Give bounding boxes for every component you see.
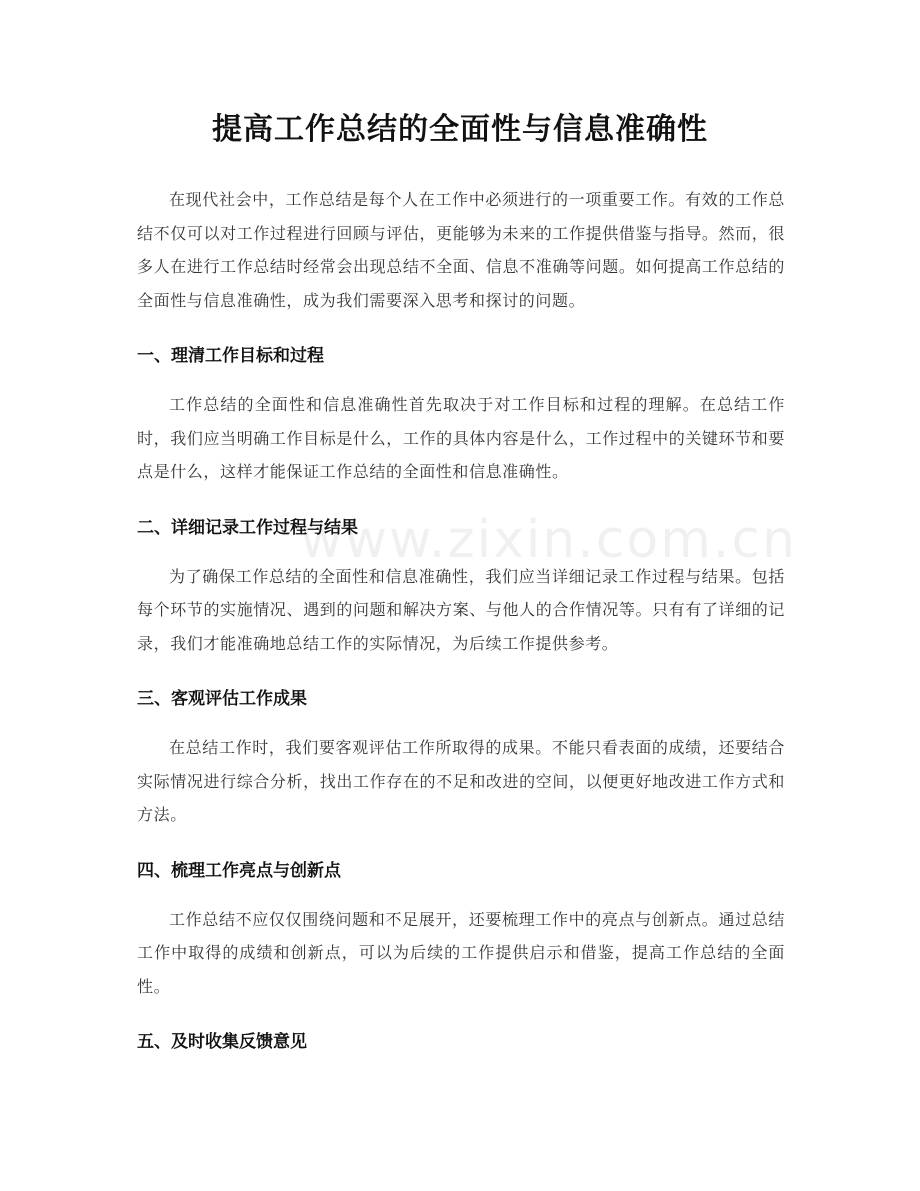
document-title: 提高工作总结的全面性与信息准确性 [212, 112, 708, 147]
section-body-4: 工作总结不应仅仅围绕问题和不足展开，还要梳理工作中的亮点与创新点。通过总结工作中取得的成绩和创新点，可以为后续的工作提供启示和借鉴，提高工作总结的全面性。 [137, 909, 785, 996]
section-heading-4: 四、梳理工作亮点与创新点 [137, 860, 341, 881]
section-heading-5: 五、及时收集反馈意见 [137, 1032, 307, 1052]
section-heading-2: 二、详细记录工作过程与结果 [137, 517, 358, 538]
section-body-3: 在总结工作时，我们要客观评估工作所取得的成果。不能只看表面的成绩，还要结合实际情况进行综合分析，找出工作存在的不足和改进的空间，以便更好地改进工作方式和方法。 [137, 738, 785, 824]
section-body-2: 为了确保工作总结的全面性和信息准确性，我们应当详细记录工作过程与结果。包括每个环节的实施情况、遇到的问题和解决方案、与他人的合作情况等。只有有了详细的记录，我们才能准确地总结工作的实际情况，为后续工作提供参考。 [137, 566, 785, 653]
document-body [137, 183, 797, 1074]
section-body-1: 工作总结的全面性和信息准确性首先取决于对工作目标和过程的理解。在总结工作时，我们应当明确工作目标是什么，工作的具体内容是什么，工作过程中的关键环节和要点是什么，这样才能保证工作总结的全面性和信息准确性。 [137, 395, 785, 481]
section-heading-1: 一、理清工作目标和过程 [137, 346, 324, 366]
intro-paragraph: 在现代社会中，工作总结是每个人在工作中必须进行的一项重要工作。有效的工作总结不仅可以对工作过程进行回顾与评估，更能够为未来的工作提供借鉴与指导。然而，很多人在进行工作总结时经常会出现总结不全面、信息不准确等问题。如何提高工作总结的全面性与信息准确性，成为我们需要深入思考和探讨的问题。 [137, 190, 785, 310]
watermark: www.zixin.com.cn [300, 510, 797, 570]
section-heading-3: 三、客观评估工作成果 [137, 689, 307, 709]
